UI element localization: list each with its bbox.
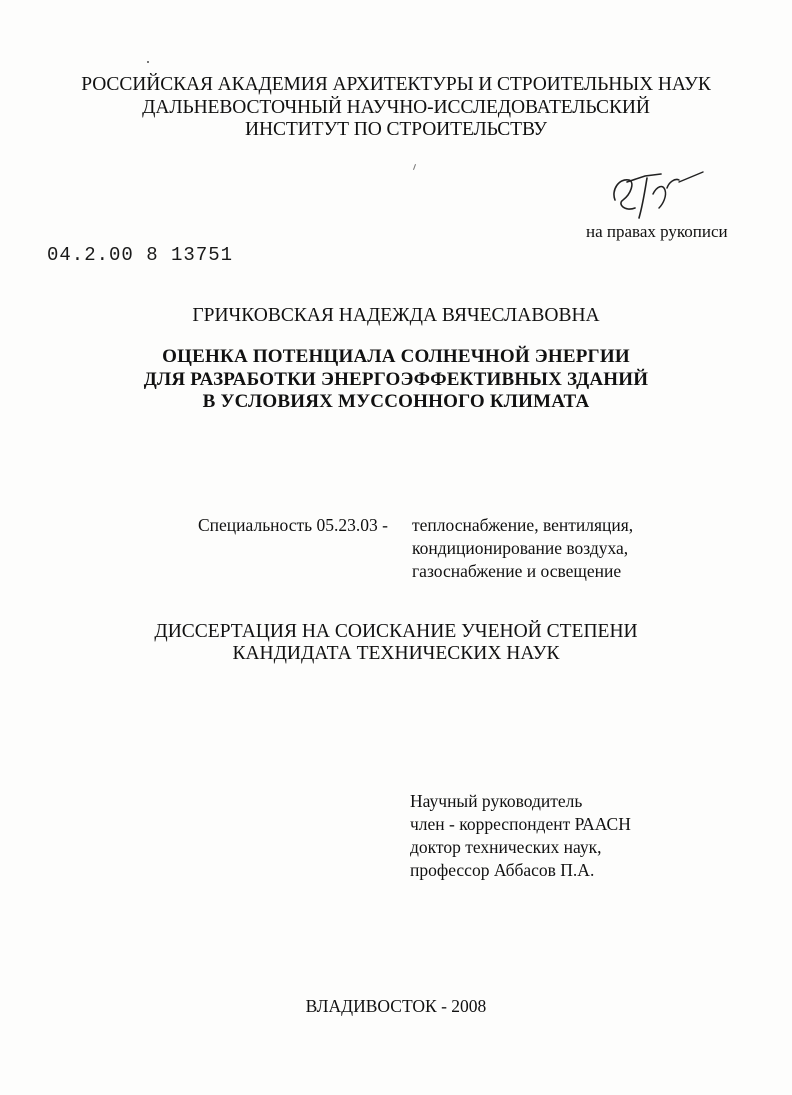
advisor-line-2: член - корреспондент РААСН <box>410 814 631 834</box>
thesis-title-line-3: В УСЛОВИЯХ МУССОННОГО КЛИМАТА <box>202 391 590 412</box>
advisor-line-3: доктор технических наук, <box>410 837 602 857</box>
rights-note: на правах рукописи <box>586 222 728 241</box>
advisor-line-4: профессор Аббасов П.А. <box>410 860 595 880</box>
institution-line-2: ДАЛЬНЕВОСТОЧНЫЙ НАУЧНО-ИССЛЕДОВАТЕЛЬСКИЙ <box>142 97 650 118</box>
specialty-line-2: кондиционирование воздуха, <box>412 538 629 558</box>
thesis-title-line-2: ДЛЯ РАЗРАБОТКИ ЭНЕРГОЭФФЕКТИВНЫХ ЗДАНИЙ <box>143 369 649 390</box>
specialty-label: Специальность 05.23.03 - <box>198 515 388 535</box>
handwritten-signature <box>605 160 715 230</box>
author-name: ГРИЧКОВСКАЯ НАДЕЖДА ВЯЧЕСЛАВОВНА <box>192 305 600 326</box>
city-year: ВЛАДИВОСТОК - 2008 <box>305 996 487 1016</box>
thesis-degree-line-2: КАНДИДАТА ТЕХНИЧЕСКИХ НАУК <box>232 643 560 664</box>
archive-stamp-number: 04.2.00 8 13751 <box>47 244 234 266</box>
scan-speck <box>147 61 149 63</box>
institution-line-1: РОССИЙСКАЯ АКАДЕМИЯ АРХИТЕКТУРЫ И СТРОИТЕЛЬНЫХ НАУК <box>81 74 711 95</box>
advisor-line-1: Научный руководитель <box>410 791 583 811</box>
specialty-line-3: газоснабжение и освещение <box>412 561 622 581</box>
institution-line-3: ИНСТИТУТ ПО СТРОИТЕЛЬСТВУ <box>244 119 548 140</box>
thesis-title-line-1: ОЦЕНКА ПОТЕНЦИАЛА СОЛНЕЧНОЙ ЭНЕРГИИ <box>162 346 630 367</box>
advisor-block <box>410 790 631 882</box>
specialty-description <box>412 514 633 583</box>
thesis-degree-line-1: ДИССЕРТАЦИЯ НА СОИСКАНИЕ УЧЕНОЙ СТЕПЕНИ <box>154 621 638 642</box>
scan-speck <box>413 164 416 170</box>
specialty-line-1: теплоснабжение, вентиляция, <box>412 515 634 535</box>
